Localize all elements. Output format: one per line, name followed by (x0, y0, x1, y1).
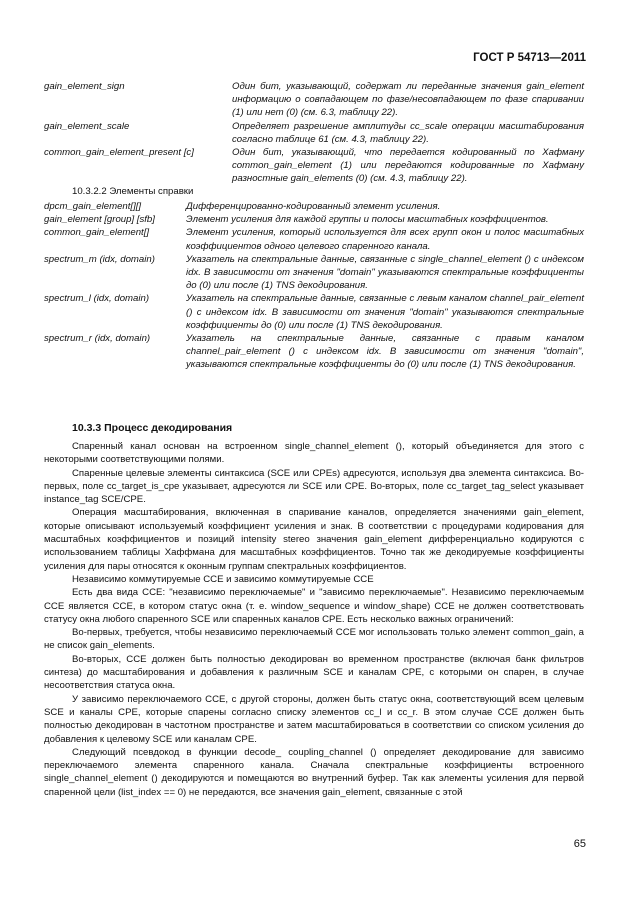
definition-desc: Один бит, указывающий, содержат ли переданные значения gain_element информацию о совпадающем по фазе/несовпадающем по фазе спаривании (1) или нет (0) (см. 6.3, таблицу 22). (232, 81, 584, 119)
paragraph: Спаренные целевые элементы синтаксиса (SCE или CPEs) адресуются, используя два элемента синтаксиса. Во-первых, поле cc_target_is_cpe указывает, адресуются ли SCE или CPE. Во-вторых, поле cc_target_tag_select указывает instance_tag SCE/CPE. (44, 467, 584, 506)
paragraph: Спаренный канал основан на встроенном single_channel_element (), который объединяется для этого с некоторыми соответствующими полями. (44, 441, 584, 466)
definition-desc: Один бит, указывающий, что передается кодированный по Хафману common_gain_element (1) или передаются кодированные по Хафману разностные gain_elements (0) (см. 4.3, таблицу 22). (232, 147, 584, 185)
definition-row (44, 226, 584, 252)
definition-desc: Элемент усиления, который используется для всех групп окон и полос масштабных коэффициентов одного целевого спаренного канала. (186, 227, 584, 252)
definition-term: spectrum_l (idx, domain) (44, 293, 150, 305)
definition-term: spectrum_r (idx, domain) (44, 333, 151, 345)
definition-row (44, 80, 584, 120)
definition-row (44, 292, 584, 332)
section-title: 10.3.3 Процесс декодирования (72, 422, 233, 434)
paragraph: Следующий псевдокод в функции decode_ coupling_channel () определяет декодирование для зависимо переключаемого элемента спаренного канала. Сначала спектральные коэффициенты встроенного single_channel_element () декодируются и помещаются во внутренний буфер. Так как элементы усиления для первой спаренной цели (list_index == 0) не передаются, все значения gain_element, связанные с этой (44, 746, 584, 798)
definition-desc: Указатель на спектральные данные, связанные с правым каналом channel_pair_element () с индексом idx. В зависимости от значения "domain", указываются спектральные коэффициенты до (0) или после (1) TNS декодирования. (186, 333, 584, 371)
subsection-heading: 10.3.2.2 Элементы справки (72, 186, 194, 197)
definition-row (44, 213, 584, 226)
definition-desc: Указатель на спектральные данные, связанные с single_channel_element () с индексом idx. В зависимости от значения "domain" указываются спектральные коэффициенты до (0) или после (1) TNS декодирования. (186, 253, 584, 292)
page-number: 65 (573, 838, 586, 850)
definition-desc: Определяет разрешение амплитуды cc_scale операции масштабирования согласно таблице 61 (см. 4.3, таблицу 22). (232, 120, 584, 145)
definition-term: spectrum_m (idx, domain) (44, 253, 155, 265)
definition-term: gain_element_sign (44, 81, 125, 92)
paragraph: Во-вторых, CCE должен быть полностью декодирован во временном пространстве (включая банк фильтров синтеза) до масштабирования и добавления к различным SCE и каналам CPE, с которыми он спарен, в случае несоответствия статуса окна. (44, 653, 584, 692)
definition-desc: Элемент усиления для каждой группы и полосы масштабных коэффициентов. (186, 214, 549, 226)
paragraph: У зависимо переключаемого CCE, с другой стороны, должен быть статус окна, соответствующий всем целевым SCE и каналы CPE, которые спарены согласно списку элементов cc_l и cc_r. В этом случае CCE должен быть полностью декодирован в частотном пространстве и затем масштабироваться в соответствии со списком усиления до добавления к целевому SCE или каналам CPE. (44, 693, 584, 745)
paragraph: Во-первых, требуется, чтобы независимо переключаемый CCE мог использовать только элемент common_gain, а не список gain_elements. (44, 627, 584, 652)
definition-row (44, 200, 584, 213)
definition-row (44, 253, 584, 293)
definitions-block-1 (44, 80, 584, 186)
definition-term: gain_element [group] [sfb] (44, 214, 155, 226)
definition-term: gain_element_scale (44, 120, 130, 132)
paragraph: Операция масштабирования, включенная в спаривание каналов, определяется значениями gain_element, которые описывают используемый коэффициент усиления и знак. В соответствии с процедурами кодирования для масштабных коэффициентов и позиций intensity stereo значения gain_element дифференциально кодируются с использованием таблицы Хаффмана для масштабных коэффициентов. Точно так же декодируемые коэффициенты усиления для пары относятся к оконным группам спектральных коэффициентов. (44, 507, 584, 572)
definition-row (44, 332, 584, 372)
definition-row (44, 120, 584, 146)
paragraph: Независимо коммутируемые CCE и зависимо коммутируемые CCE (72, 573, 374, 585)
paragraph: Есть два вида CCE: "независимо переключаемые" и "зависимо переключаемые". Независимо переключаемым CCE является CCE, в котором статус окна (т. е. window_sequence и window_shape) CCE не должен соответствовать статусу окна любого спаренного SCE или спаренных каналов CPE. Есть несколько важных ограничений: (44, 587, 584, 625)
definition-term: common_gain_element_present [c] (44, 147, 194, 159)
definition-row (44, 146, 584, 186)
standard-number: ГОСТ Р 54713—2011 (473, 52, 586, 64)
definition-desc: Указатель на спектральные данные, связанные с левым каналом channel_pair_element () с индексом idx. В зависимости от значения "domain" указываются спектральные коэффициенты до (0) или после (1) TNS декодирования. (186, 293, 584, 331)
body-text (44, 440, 584, 799)
definition-term: dpcm_gain_element[][] (44, 201, 142, 212)
definitions-block-2 (44, 200, 584, 372)
definition-term: common_gain_element[] (44, 227, 150, 239)
definition-desc: Дифференцированно-кодированный элемент усиления. (186, 201, 441, 212)
